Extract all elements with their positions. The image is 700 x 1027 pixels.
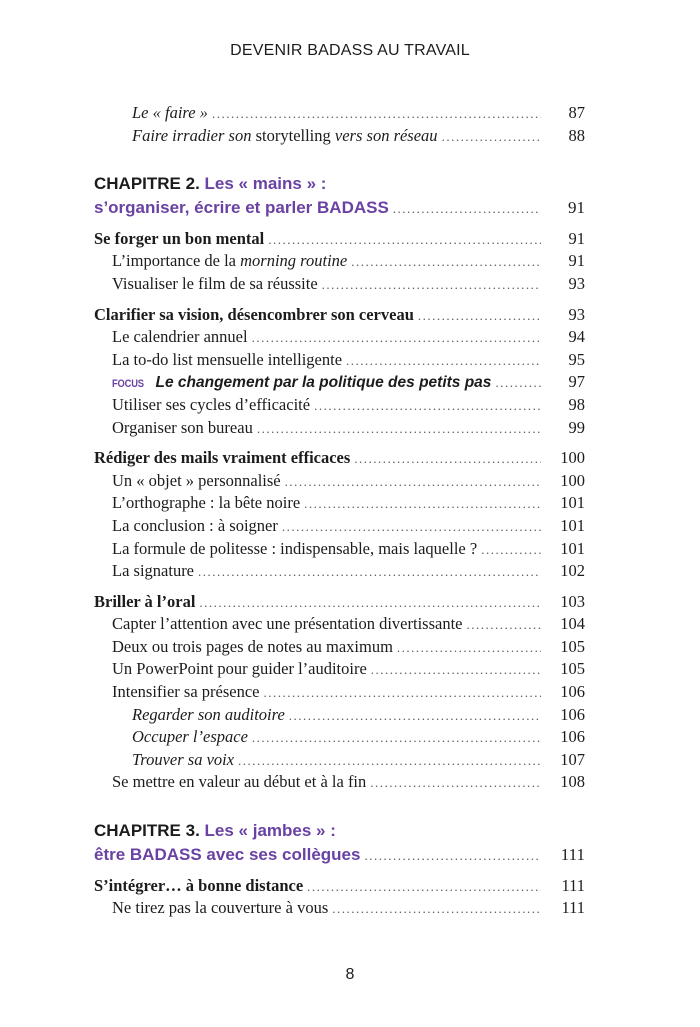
toc-entry-label: L’importance de la morning routine [112,251,348,271]
toc-entry [94,126,584,149]
section-page: 100 [560,448,585,468]
dot-leader [351,254,541,270]
toc-entry [94,659,584,682]
dot-leader [364,848,541,864]
toc-entry [94,898,584,921]
toc-entry-label: La conclusion : à soigner [112,515,278,535]
dot-leader [332,901,541,917]
toc-entry [94,493,584,516]
section-title: S’intégrer… à bonne distance [94,875,304,895]
toc-entry-label: Se mettre en valeur au début et à la fin [112,772,367,792]
dot-leader [199,595,541,611]
toc-entry-label: L’orthographe : la bête noire [112,493,301,513]
toc-entry-page: 93 [568,273,585,293]
chapter-3-heading [94,821,584,868]
section-page: 111 [561,875,585,895]
toc-section [94,592,584,615]
toc-entry [94,614,584,637]
toc-section [94,305,584,328]
toc-entry-label: La to-do list mensuelle intelligente [112,349,343,369]
toc-entry-label: Visualiser le film de sa réussite [112,273,318,293]
toc-entry-page: 87 [568,103,585,122]
toc-subentry-label: Occuper l’espace [132,727,248,747]
chapter-title: Les « mains » : [204,174,327,194]
toc-entry-page: 97 [568,372,585,392]
toc-entry-label: Organiser son bureau [112,417,253,437]
dot-leader [354,451,541,467]
chapter-page: 111 [560,845,585,865]
toc-entry [94,539,584,562]
toc-entry-page: 106 [560,682,585,702]
dot-leader [285,474,541,490]
toc-entry-page: 99 [568,417,585,437]
toc-entry-page: 100 [560,470,585,490]
chapter-2-heading [94,174,584,221]
focus-tag: FOCUS [112,378,144,391]
dot-leader [495,375,541,391]
toc-entry-label: Un PowerPoint pour guider l’auditoire [112,659,367,679]
toc-entry-page: 102 [560,561,585,581]
chapter-number: CHAPITRE 2. [94,174,200,194]
toc-focus-entry [94,372,584,395]
dot-leader [397,640,541,656]
toc-entry [94,327,584,350]
dot-leader [198,564,541,580]
toc-subentry [94,727,584,750]
section-title: Clarifier sa vision, désencombrer son cerveau [94,304,414,324]
running-header: DEVENIR BADASS AU TRAVAIL [230,42,470,59]
dot-leader [393,201,541,217]
toc-entry-label: La signature [112,561,195,581]
toc-section [94,448,584,471]
toc-entry [94,395,584,418]
toc-entry-page: 101 [560,493,585,513]
toc-entry-page: 88 [568,125,585,145]
toc-section [94,876,584,899]
toc-entry [94,561,584,584]
toc-subentry [94,705,584,728]
toc-entry-label: Intensifier sa présence [112,682,260,702]
toc-subentry-label: Trouver sa voix [132,749,235,769]
dot-leader [238,753,541,769]
toc-entry-page: 111 [561,898,585,918]
section-page: 91 [568,228,585,248]
section-title: Se forger un bon mental [94,228,265,248]
toc-entry [94,637,584,660]
chapter-page: 91 [568,198,585,218]
toc-entry-page: 94 [568,327,585,347]
dot-leader [252,730,541,746]
dot-leader [481,542,541,558]
section-title: Briller à l’oral [94,591,196,611]
toc-entry-page: 107 [560,749,585,769]
toc-entry-page: 91 [568,251,585,271]
toc-section [94,229,584,252]
toc-entry-page: 104 [560,614,585,634]
dot-leader [467,617,542,633]
chapter-title: Les « jambes » : [204,821,336,841]
toc-entry-page: 106 [560,704,585,724]
toc-entry-label: Utiliser ses cycles d’efficacité [112,394,311,414]
dot-leader [252,330,541,346]
dot-leader [304,496,541,512]
dot-leader [212,106,541,122]
toc-entry-label: Ne tirez pas la couverture à vous [112,898,329,918]
toc-entry-page: 101 [560,538,585,558]
toc-entry [94,274,584,297]
toc-entry-label: Le calendrier annuel [112,327,248,347]
dot-leader [289,708,541,724]
table-of-contents [94,103,584,921]
toc-entry [94,103,584,126]
toc-entry-page: 105 [560,636,585,656]
toc-entry-page: 95 [568,349,585,369]
toc-entry-label: La formule de politesse : indispensable, mais laquelle ? [112,538,478,558]
toc-subentry [94,750,584,773]
section-title: Rédiger des mails vraiment efficaces [94,448,351,468]
dot-leader [264,685,541,701]
toc-entry-page: 98 [568,394,585,414]
section-page: 93 [568,304,585,324]
dot-leader [346,353,541,369]
chapter-number: CHAPITRE 3. [94,821,200,841]
page-number: 8 [345,966,355,983]
toc-entry-label: Le « faire » [132,103,208,122]
dot-leader [314,398,541,414]
dot-leader [418,308,541,324]
toc-entry [94,516,584,539]
toc-entry-label: Un « objet » personnalisé [112,470,281,490]
dot-leader [370,775,541,791]
toc-subentry-label: Regarder son auditoire [132,704,285,724]
dot-leader [257,421,541,437]
dot-leader [268,232,541,248]
dot-leader [371,662,541,678]
toc-entry-page: 108 [560,772,585,792]
toc-entry-label: Deux ou trois pages de notes au maximum [112,636,393,656]
toc-entry [94,418,584,441]
toc-entry-page: 101 [560,515,585,535]
toc-entry-label: Capter l’attention avec une présentation divertissante [112,614,463,634]
toc-entry [94,471,584,494]
toc-entry-page: 105 [560,659,585,679]
toc-entry [94,251,584,274]
toc-entry-label: Faire irradier son storytelling vers son réseau [132,125,438,145]
dot-leader [322,277,541,293]
toc-entry [94,350,584,373]
chapter-subtitle: être BADASS avec ses collègues [94,845,361,865]
toc-entry-page: 106 [560,727,585,747]
toc-entry [94,682,584,705]
dot-leader [282,519,541,535]
chapter-subtitle: s’organiser, écrire et parler BADASS [94,198,389,218]
focus-label: Le changement par la politique des petits pas [155,374,492,392]
dot-leader [442,129,541,145]
dot-leader [307,879,541,895]
section-page: 103 [560,591,585,611]
toc-entry [94,772,584,795]
